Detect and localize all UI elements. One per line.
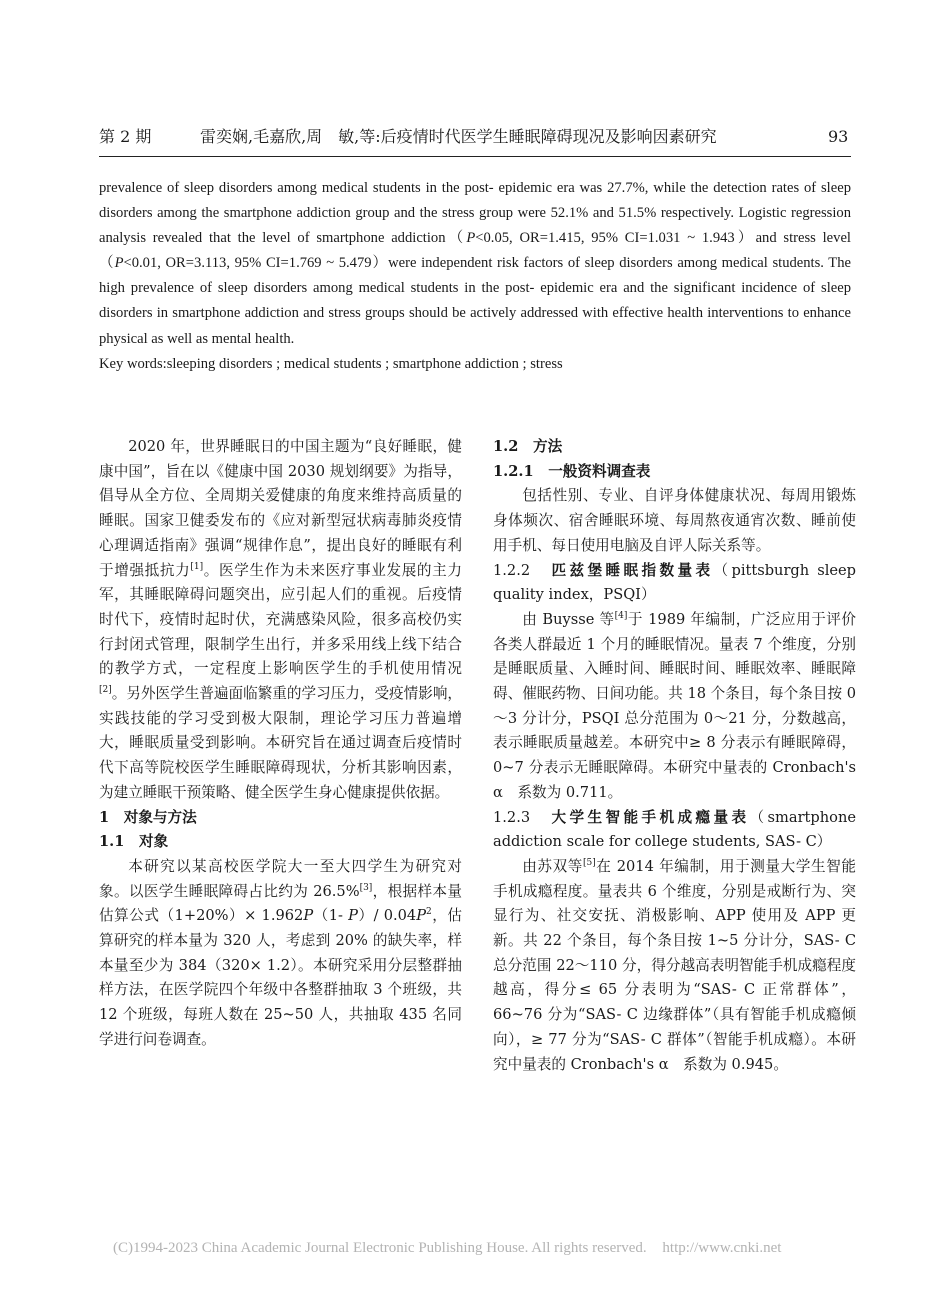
psqi-paragraph: 由 Buysse 等[4]于 1989 年编制，广泛应用于评价各类人群最近 1 个月的睡眠情况。量表 7 个维度，分别是睡眠质量、入睡时间、睡眠时间、睡眠效率、睡眠障碍、催眠药物、日间功能。共 18 个条目，每个条目按 0～3 分计分，PSQI 总分范围为 0～21 分，分数越高，表示睡眠质量越差。本研究中≥ 8 分表示有睡眠障碍，0~7 分表示无睡眠障碍。本研究中量表的 Cronbach's α 系数为 0.711。 — [493, 610, 856, 801]
section-heading-1-2: 1.2 方法 — [493, 438, 563, 455]
section-heading-1: 1 对象与方法 — [99, 808, 197, 826]
section-heading-1-2-1: 1.2.1 一般资料调查表 — [493, 462, 651, 480]
keywords-line — [99, 352, 851, 377]
copyright-footer — [113, 1240, 781, 1257]
running-header-title: 雷奕娴,毛嘉欣,周 敏,等:后疫情时代医学生睡眠障碍现况及影响因素研究 — [200, 127, 717, 146]
keywords-text: sleeping disorders ; medical students ; smartphone addiction ; stress — [166, 355, 563, 372]
intro-paragraph: 2020 年，世界睡眠日的中国主题为“良好睡眠，健康中国”，旨在以《健康中国 2030 规划纲要》为指导，倡导从全方位、全周期关爱健康的角度来维持高质量的睡眠。国家卫健委发布的《应对新型冠状病毒肺炎疫情心理调适指南》强调“规律作息”，提出良好的睡眠有利于增强抵抗力[1]。医学生作为未来医疗事业发展的主力军，其睡眠障碍问题突出，应引起人们的重视。后疫情时代下，疫情时起时伏，充满感染风险，很多高校仍实行封闭式管理，限制学生出行，并多采用线上线下结合的教学方式，一定程度上影响医学生的手机使用情况[2]。另外医学生普遍面临繁重的学习压力，受疫情影响，实践技能的学习受到极大限制，理论学习压力普遍增大，睡眠质量受到影响。本研究旨在通过调查后疫情时代下高等院校医学生睡眠障碍现状，分析其影响因素，为建立睡眠干预策略、健全医学生身心健康提供依据。 — [99, 438, 463, 801]
right-column — [493, 435, 856, 1077]
section-heading-1-1: 1.1 对象 — [99, 833, 169, 851]
left-column — [99, 435, 462, 1053]
sas-c-paragraph: 由苏双等[5]在 2014 年编制，用于测量大学生智能手机成瘾程度。量表共 6 个维度，分别是戒断行为、突显行为、社交安抚、消极影响、APP 使用及 APP 更新。共 22 个条目，每个条目按 1~5 分计分，SAS- C 总分范围 22～110 分，得分越高表明智能手机成瘾程度越高，得分≤ 65 分表明为“SAS- C 正常群体”，66~76 分为“SAS- C 边缘群体”（具有智能手机成瘾倾向），≥ 77 分为“SAS- C 群体”（智能手机成瘾）。本研究中量表的 Cronbach's α 系数为 0.945。 — [493, 857, 856, 1073]
running-header-issue: 第 2 期 — [99, 127, 152, 146]
abstract-paragraph: prevalence of sleep disorders among medical students in the post- epidemic era was 27.7%, while the detection rates of sleep disorders among the smartphone addiction group and the stress group were 52.1% and 51.5% respectively. Logistic regression analysis revealed that the level of smartphone addiction（P<0.05, OR=1.415, 95% CI=1.031 ~ 1.943）and stress level（P<0.01, OR=3.113, 95% CI=1.769 ~ 5.479）were independent risk factors of sleep disorders among medical students. The high prevalence of sleep disorders among medical students in the post- epidemic era and the significant incidence of sleep disorders in smartphone addiction and stress groups should be actively addressed with effective health interventions to enhance physical as well as mental health. — [99, 180, 851, 347]
section-heading-1-2-3: 1.2.3 大学生智能手机成瘾量表（smartphone addiction scale for college students, SAS- C） — [493, 808, 856, 851]
copyright-text: (C)1994-2023 China Academic Journal Electronic Publishing House. All rights reserved. — [113, 1240, 647, 1256]
section-heading-1-2-2: 1.2.2 匹兹堡睡眠指数量表（pittsburgh sleep quality index，PSQI） — [493, 561, 856, 604]
cnki-url: http://www.cnki.net — [662, 1240, 782, 1256]
keywords-label: Key words: — [99, 355, 167, 372]
page-number: 93 — [828, 127, 849, 146]
general-info-paragraph: 包括性别、专业、自评身体健康状况、每周用锻炼身体频次、宿舍睡眠环境、每周熬夜通宵次数、睡前使用手机、每日使用电脑及自评人际关系等。 — [493, 487, 856, 554]
objects-paragraph: 本研究以某高校医学院大一至大四学生为研究对象。以医学生睡眠障碍占比约为 26.5%[3]，根据样本量估算公式（1+20%）× 1.962P（1- P）/ $0.04P^2$，估算研究的样本量为 320 人，考虑到 20% 的缺失率，样本量至少为 384（320× 1.2）。本研究采用分层整群抽样方法，在医学院四个年级中各整群抽取 3 个班级，共 12 个班级，每班人数在 25~50 人，共抽取 435 名同学进行问卷调查。 — [99, 857, 462, 1048]
english-abstract — [99, 176, 851, 377]
header-rule — [99, 156, 851, 157]
